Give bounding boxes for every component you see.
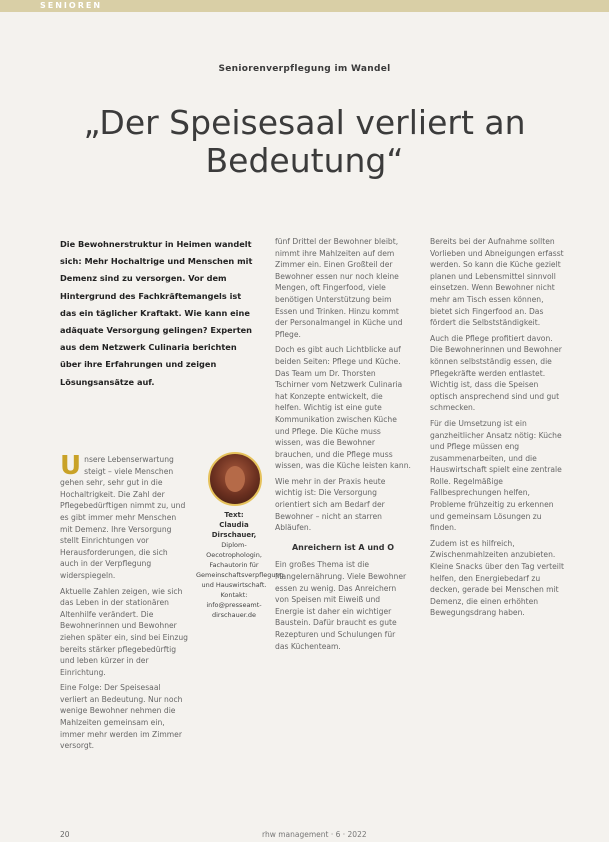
drop-cap: U <box>60 451 82 481</box>
paragraph: Zudem ist es hilfreich, Zwischenmahlzeiten anzubieten. Kleine Snacks über den Tag verteilt helfen, den Energiebedarf zu decken, gerade bei Menschen mit Demenz, die einen erhöhten Bewegungsdrang haben. <box>430 538 564 618</box>
page-number: 20 <box>60 830 70 839</box>
paragraph: Eine Folge: Der Speisesaal verliert an Bedeutung. Nur noch wenige Bewohner nehmen die Mahlzeiten gemeinsam ein, immer mehr werden im Zimmer versorgt. <box>60 683 183 751</box>
article-kicker: Seniorenverpflegung im Wandel <box>218 64 391 74</box>
section-label: SENIOREN <box>40 1 103 10</box>
paragraph: Aktuelle Zahlen zeigen, wie sich das Leben in der stationären Altenhilfe verändert. Die Bewohnerinnen und Bewohner ziehen später ein, sind bei Einzug bereits stärker pflegebedürftig und leben kürzer in der Einrichtung. <box>60 586 188 677</box>
subheading: Anreichern ist A und O <box>291 542 395 552</box>
author-caption <box>196 510 284 620</box>
caption-name: Claudia Dirschauer, <box>211 521 257 539</box>
body-column-1 <box>60 451 188 752</box>
journal-footer: rhw management · 6 · 2022 <box>262 830 367 839</box>
caption-label: Text: <box>224 511 244 519</box>
portrait-face <box>225 466 245 492</box>
paragraph: fünf Drittel der Bewohner bleibt, nimmt ihre Mahlzeiten auf dem Zimmer ein. Einen Großteil der Bewohner essen nur noch kleine Mengen, oft Fingerfood, viele benötigen Unterstützung beim Essen und Trinken. Hinzu kommt der Personalmangel in Küche und Pflege. <box>275 237 403 339</box>
author-portrait <box>208 452 262 506</box>
paragraph: Für die Umsetzung ist ein ganzheitlicher Ansatz nötig: Küche und Pflege müssen eng zusammenarbeiten, und die Hauswirtschaft spielt eine zentrale Rolle. Regelmäßige Fallbesprechungen helfen, Probleme frühzeitig zu erkennen und gemeinsam Lösungen zu finden. <box>430 418 562 533</box>
paragraph: Bereits bei der Aufnahme sollten Vorlieben und Abneigungen erfasst werden. So kann die Küche gezielt planen und Lebensmittel sinnvoll einsetzen. Wenn Bewohner nicht mehr am Tisch essen können, bietet sich Fingerfood an. Das fördert die Selbstständigkeit. <box>430 237 564 328</box>
article-lead: Die Bewohnerstruktur in Heimen wandelt sich: Mehr Hochaltrige und Menschen mit Demenz sind zu versorgen. Vor dem Hintergrund des Fachkräftemangels ist das ein täglicher Kraftakt. Wie kann eine adäquate Versorgung gelingen? Experten aus dem Netzwerk Culinaria berichten über ihre Erfahrungen und zeigen Lösungsansätze auf. <box>60 239 253 387</box>
paragraph: Wie mehr in der Praxis heute wichtig ist: Die Versorgung orientiert sich am Bedarf der Bewohner – nicht an starren Abläufen. <box>275 476 386 533</box>
article-headline: „Der Speisesaal verliert an Bedeutung“ <box>83 103 526 180</box>
paragraph: Auch die Pflege profitiert davon. Die Bewohnerinnen und Bewohner können selbstständig essen, die Pflegekräfte werden entlastet. Wichtig ist, dass die Speisen optisch ansprechend sind und gut schmecken. <box>430 333 562 413</box>
paragraph: Ein großes Thema ist die Mangelernährung. Viele Bewohner essen zu wenig. Das Anreichern von Speisen mit Eiweiß und Energie ist daher ein wichtiger Baustein. Dafür braucht es gute Rezepturen und Schulungen für das Küchenteam. <box>275 560 407 651</box>
section-bar <box>0 0 609 12</box>
paragraph: nsere Lebenserwartung steigt – viele Menschen gehen sehr, sehr gut in die Hochaltrigkeit. Die Zahl der Pflegebedürftigen nimmt zu, und es gibt immer mehr Menschen mit Demenz. Ihre Versorgung stellt Einrichtungen vor Herausforderungen, die sich auch in der Verpflegung widerspiegeln. <box>60 455 186 580</box>
body-column-3 <box>430 236 566 619</box>
body-column-2 <box>275 236 411 652</box>
paragraph: Doch es gibt auch Lichtblicke auf beiden Seiten: Pflege und Küche. Das Team um Dr. Thorsten Tschirner vom Netzwerk Culinaria hat Konzepte entwickelt, die helfen. Wichtig ist eine gute Kommunikation zwischen Küche und Pflege. Die Küche muss wissen, was die Bewohner brauchen, und die Pflege muss wissen, was die Küche leisten kann. <box>275 345 411 471</box>
caption-bio: Diplom-Oecotrophologin, Fachautorin für Gemeinschaftsverpflegung und Hauswirtschaft. Kontakt: info@presseamt-dirschauer.de <box>196 541 284 619</box>
